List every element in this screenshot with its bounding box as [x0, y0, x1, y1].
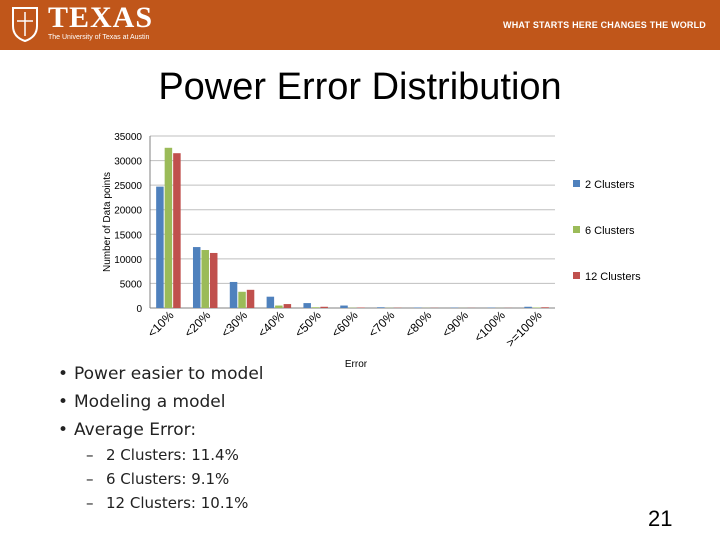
y-axis-title: Number of Data points — [102, 171, 113, 273]
bar-6-clusters — [165, 148, 173, 308]
bar-12-clusters — [541, 307, 549, 308]
y-tick-label: 5000 — [119, 279, 142, 291]
bullet-text: Average Error: — [74, 420, 197, 440]
x-tick-label: <10% — [144, 308, 177, 341]
bar-12-clusters — [173, 153, 181, 308]
logo-subtext: The University of Texas at Austin — [48, 34, 150, 41]
sub-bullet-text: 2 Clusters: 11.4% — [106, 446, 239, 464]
legend-swatch — [573, 226, 580, 233]
x-tick-label: <70% — [365, 308, 398, 341]
sub-bullet-item — [86, 494, 249, 512]
x-tick-label: <40% — [255, 308, 287, 341]
y-tick-label: 30000 — [114, 156, 142, 168]
x-tick-label: <20% — [181, 308, 214, 341]
y-tick-label: 20000 — [114, 205, 142, 217]
sub-bullet-marker: – — [86, 494, 94, 512]
logo-wordmark: TEXAS — [48, 1, 154, 34]
bar-12-clusters — [247, 290, 255, 308]
x-tick-label: <50% — [291, 308, 324, 341]
bar-6-clusters — [275, 306, 283, 308]
legend-swatch — [573, 180, 580, 187]
bullet-item — [58, 420, 197, 440]
x-tick-label: <90% — [439, 308, 472, 341]
x-tick-label: <30% — [218, 308, 251, 341]
x-tick-label: <100% — [471, 308, 508, 345]
y-tick-label: 0 — [136, 304, 142, 315]
y-tick-label: 25000 — [114, 181, 142, 193]
page-number: 21 — [648, 506, 673, 531]
bullet-text: Modeling a model — [74, 392, 226, 412]
x-tick-label: >=100% — [503, 308, 545, 350]
y-tick-label: 10000 — [114, 254, 142, 266]
y-tick-label: 35000 — [114, 132, 142, 143]
legend-swatch — [573, 272, 580, 279]
bullet-marker: • — [58, 420, 69, 440]
bar-2-clusters — [340, 306, 348, 308]
bar-6-clusters — [238, 292, 246, 308]
bullet-marker: • — [58, 364, 69, 384]
sub-bullet-marker: – — [86, 446, 94, 464]
sub-bullet-item — [86, 470, 230, 488]
bullet-text: Power easier to model — [74, 364, 264, 384]
bar-12-clusters — [284, 304, 292, 308]
x-tick-label: <60% — [328, 308, 361, 341]
x-axis-title: Error — [344, 359, 368, 370]
slide-title: Power Error Distribution — [158, 66, 562, 108]
slogan: WHAT STARTS HERE CHANGES THE WORLD — [503, 20, 706, 30]
bullet-marker: • — [58, 392, 69, 412]
bar-12-clusters — [210, 253, 218, 308]
sub-bullet-item — [86, 446, 239, 464]
bar-6-clusters — [201, 250, 209, 308]
sub-bullet-text: 12 Clusters: 10.1% — [106, 494, 249, 512]
bullet-item — [58, 364, 264, 384]
bar-2-clusters — [156, 187, 164, 308]
bar-2-clusters — [303, 303, 311, 308]
bullet-item — [58, 392, 226, 412]
bar-2-clusters — [267, 297, 275, 308]
bar-12-clusters — [320, 307, 328, 308]
bar-2-clusters — [193, 247, 201, 308]
sub-bullet-marker: – — [86, 470, 94, 488]
bar-2-clusters — [377, 307, 385, 308]
bar-2-clusters — [524, 307, 532, 308]
sub-bullet-text: 6 Clusters: 9.1% — [106, 470, 230, 488]
legend-label: 12 Clusters — [585, 271, 641, 283]
legend-label: 6 Clusters — [585, 225, 635, 237]
legend-label: 2 Clusters — [585, 179, 635, 191]
x-tick-label: <80% — [402, 308, 435, 341]
y-tick-label: 15000 — [114, 230, 142, 242]
bar-2-clusters — [230, 282, 238, 308]
